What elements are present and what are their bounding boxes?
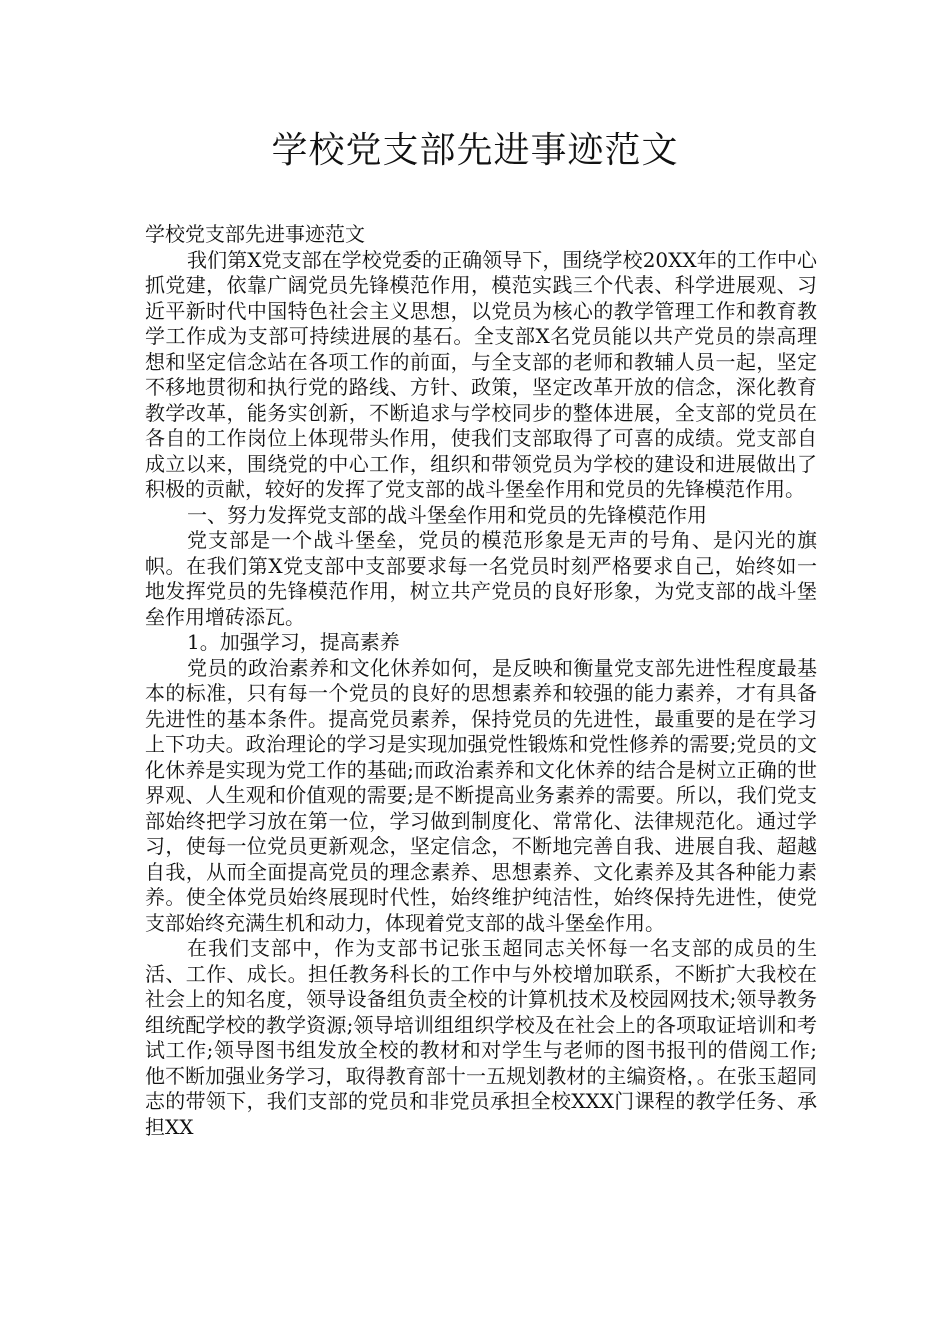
paragraph-study: 党员的政治素养和文化休养如何，是反映和衡量党支部先进性程度最基本的标准，只有每一个党员的良好的思想素养和较强的能力素养，才有具备先进性的基本条件。提高党员素养，保持党员的先进性，最重要的是在学习上下功夫。政治理论的学习是实现加强党性锻炼和党性修养的需要;党员的文化休养是实现为党工作的基础;而政治素养和文化休养的结合是树立正确的世界观、人生观和价值观的需要;是不断提高业务素养的需要。所以，我们党支部始终把学习放在第一位，学习做到制度化、常常化、法律规范化。通过学习，使每一位党员更新观念，坚定信念，不断地完善自我、进展自我、超越自我，从而全面提高党员的理念素养、思想素养、文化素养及其各种能力素养。使全体党员始终展现时代性，始终维护纯洁性，始终保持先进性，使党支部始终充满生机和动力，体现着党支部的战斗堡垒作用。 <box>145 655 817 935</box>
paragraph-intro: 我们第X党支部在学校党委的正确领导下，围绕学校20XX年的工作中心抓党建，依靠广阔党员先锋模范作用，模范实践三个代表、科学进展观、习近平新时代中国特色社会主义思想，以党员为核心的教学管理工作和教育教学工作成为支部可持续进展的基石。全支部X名党员能以共产党员的崇高理想和坚定信念站在各项工作的前面，与全支部的老师和教辅人员一起，坚定不移地贯彻和执行党的路线、方针、政策，坚定改革开放的信念，深化教育教学改革，能务实创新，不断追求与学校同步的整体进展，全支部的党员在各自的工作岗位上体现带头作用，使我们支部取得了可喜的成绩。党支部自成立以来，围绕党的中心工作，组织和带领党员为学校的建设和进展做出了积极的贡献，较好的发挥了党支部的战斗堡垒作用和党员的先锋模范作用。 <box>145 247 817 501</box>
paragraph-branch-secretary: 在我们支部中，作为支部书记张玉超同志关怀每一名支部的成员的生活、工作、成长。担任教务科长的工作中与外校增加联系，不断扩大我校在社会上的知名度，领导设备组负责全校的计算机技术及校园网技术;领导教务组统配学校的教学资源;领导培训组组织学校及在社会上的各项取证培训和考试工作;领导图书组发放全校的教材和对学生与老师的图书报刊的借阅工作;他不断加强业务学习，取得教育部十一五规划教材的主编资格，。在张玉超同志的带领下，我们支部的党员和非党员承担全校XXX门课程的教学任务、承担XX <box>145 936 817 1139</box>
subsection-heading-1: 1。加强学习，提高素养 <box>187 630 400 654</box>
document-subtitle: 学校党支部先进事迹范文 <box>145 222 365 246</box>
document-title: 学校党支部先进事迹范文 <box>271 130 679 171</box>
document-body <box>145 222 817 1140</box>
section-heading-1: 一、努力发挥党支部的战斗堡垒作用和党员的先锋模范作用 <box>187 502 707 527</box>
paragraph-section-1: 党支部是一个战斗堡垒，党员的模范形象是无声的号角、是闪光的旗帜。在我们第X党支部中支部要求每一名党员时刻严格要求自己，始终如一地发挥党员的先锋模范作用，树立共产党员的良好形象，为党支部的战斗堡垒作用增砖添瓦。 <box>145 528 817 629</box>
